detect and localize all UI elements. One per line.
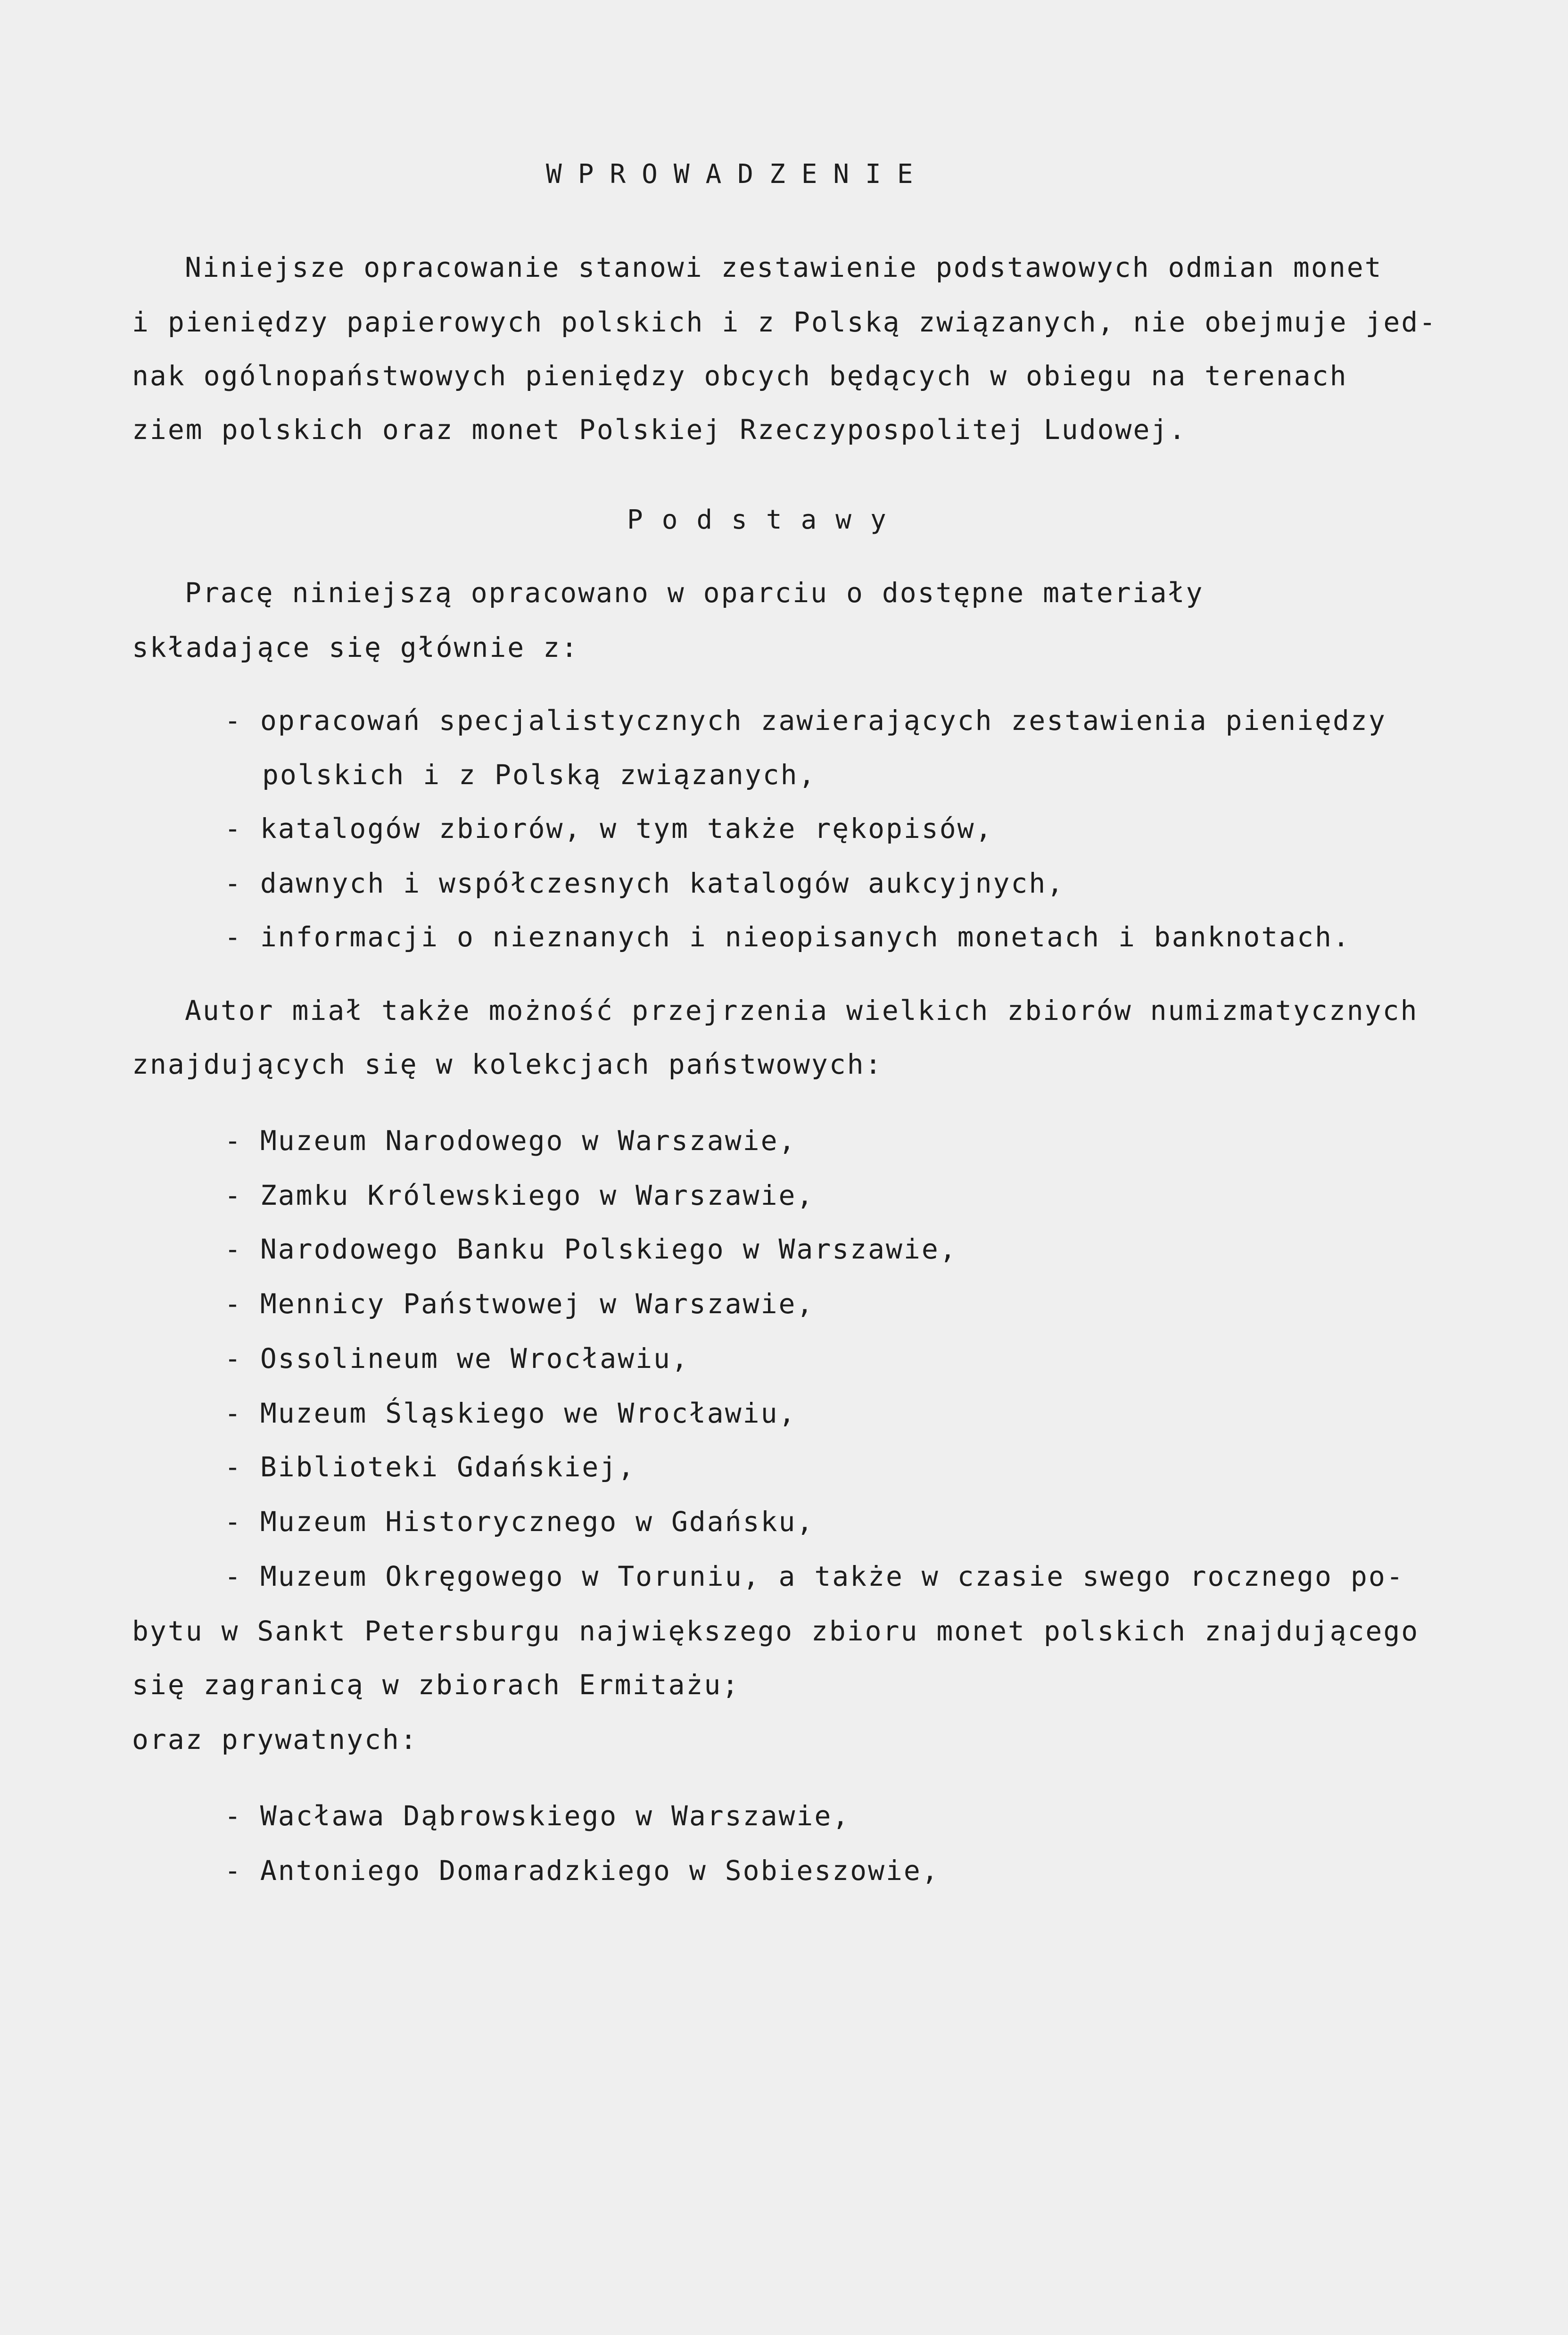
materials-list-item: - dawnych i współczesnych katalogów aukcyjnych, [224,867,1065,899]
state-collection-item: - Muzeum Śląskiego we Wrocławiu, [224,1397,797,1429]
materials-list-item: - opracowań specjalistycznych zawierających zestawienia pieniędzy [224,704,1386,737]
private-collection-item: - Antoniego Domaradzkiego w Sobieszowie, [224,1855,940,1887]
state-collection-item: - Biblioteki Gdańskiej, [224,1451,636,1483]
continuation-line: oraz prywatnych: [132,1723,418,1755]
materials-list-item: polskich i z Polską związanych, [262,759,817,791]
basis-line: Pracę niniejszą opracowano w oparciu o dostępne materiały [185,577,1204,609]
intro-line: i pieniędzy papierowych polskich i z Polską związanych, nie obejmuje jed- [132,306,1437,338]
state-collection-item: - Ossolineum we Wrocławiu, [224,1342,689,1375]
state-collection-item: - Narodowego Banku Polskiego w Warszawie, [224,1233,957,1265]
state-collection-item: - Muzeum Historycznego w Gdańsku, [224,1506,815,1538]
state-collection-item: - Muzeum Narodowego w Warszawie, [224,1125,797,1157]
materials-list-item: - katalogów zbiorów, w tym także rękopisów, [224,812,993,845]
author-line: znajdujących się w kolekcjach państwowych: [132,1048,883,1080]
section-title: Podstawy [627,505,905,535]
continuation-line: bytu w Sankt Petersburgu największego zbioru monet polskich znajdującego [132,1615,1419,1647]
page-title: WPROWADZENIE [546,159,929,190]
materials-list-item: - informacji o nieznanych i nieopisanych monetach i banknotach. [224,921,1351,953]
private-collection-item: - Wacława Dąbrowskiego w Warszawie, [224,1800,850,1832]
state-collection-item: - Muzeum Okręgowego w Toruniu, a także w czasie swego rocznego po- [224,1560,1404,1592]
basis-line: składające się głównie z: [132,631,579,663]
state-collection-item: - Mennicy Państwowej w Warszawie, [224,1288,815,1320]
state-collection-item: - Zamku Królewskiego w Warszawie, [224,1179,815,1211]
intro-line: Niniejsze opracowanie stanowi zestawienie podstawowych odmian monet [185,251,1383,283]
author-line: Autor miał także możność przejrzenia wielkich zbiorów numizmatycznych [185,994,1419,1027]
intro-line: nak ogólnopaństwowych pieniędzy obcych będących w obiegu na terenach [132,360,1348,392]
intro-line: ziem polskich oraz monet Polskiej Rzeczypospolitej Ludowej. [132,414,1187,446]
continuation-line: się zagranicą w zbiorach Ermitażu; [132,1669,740,1701]
